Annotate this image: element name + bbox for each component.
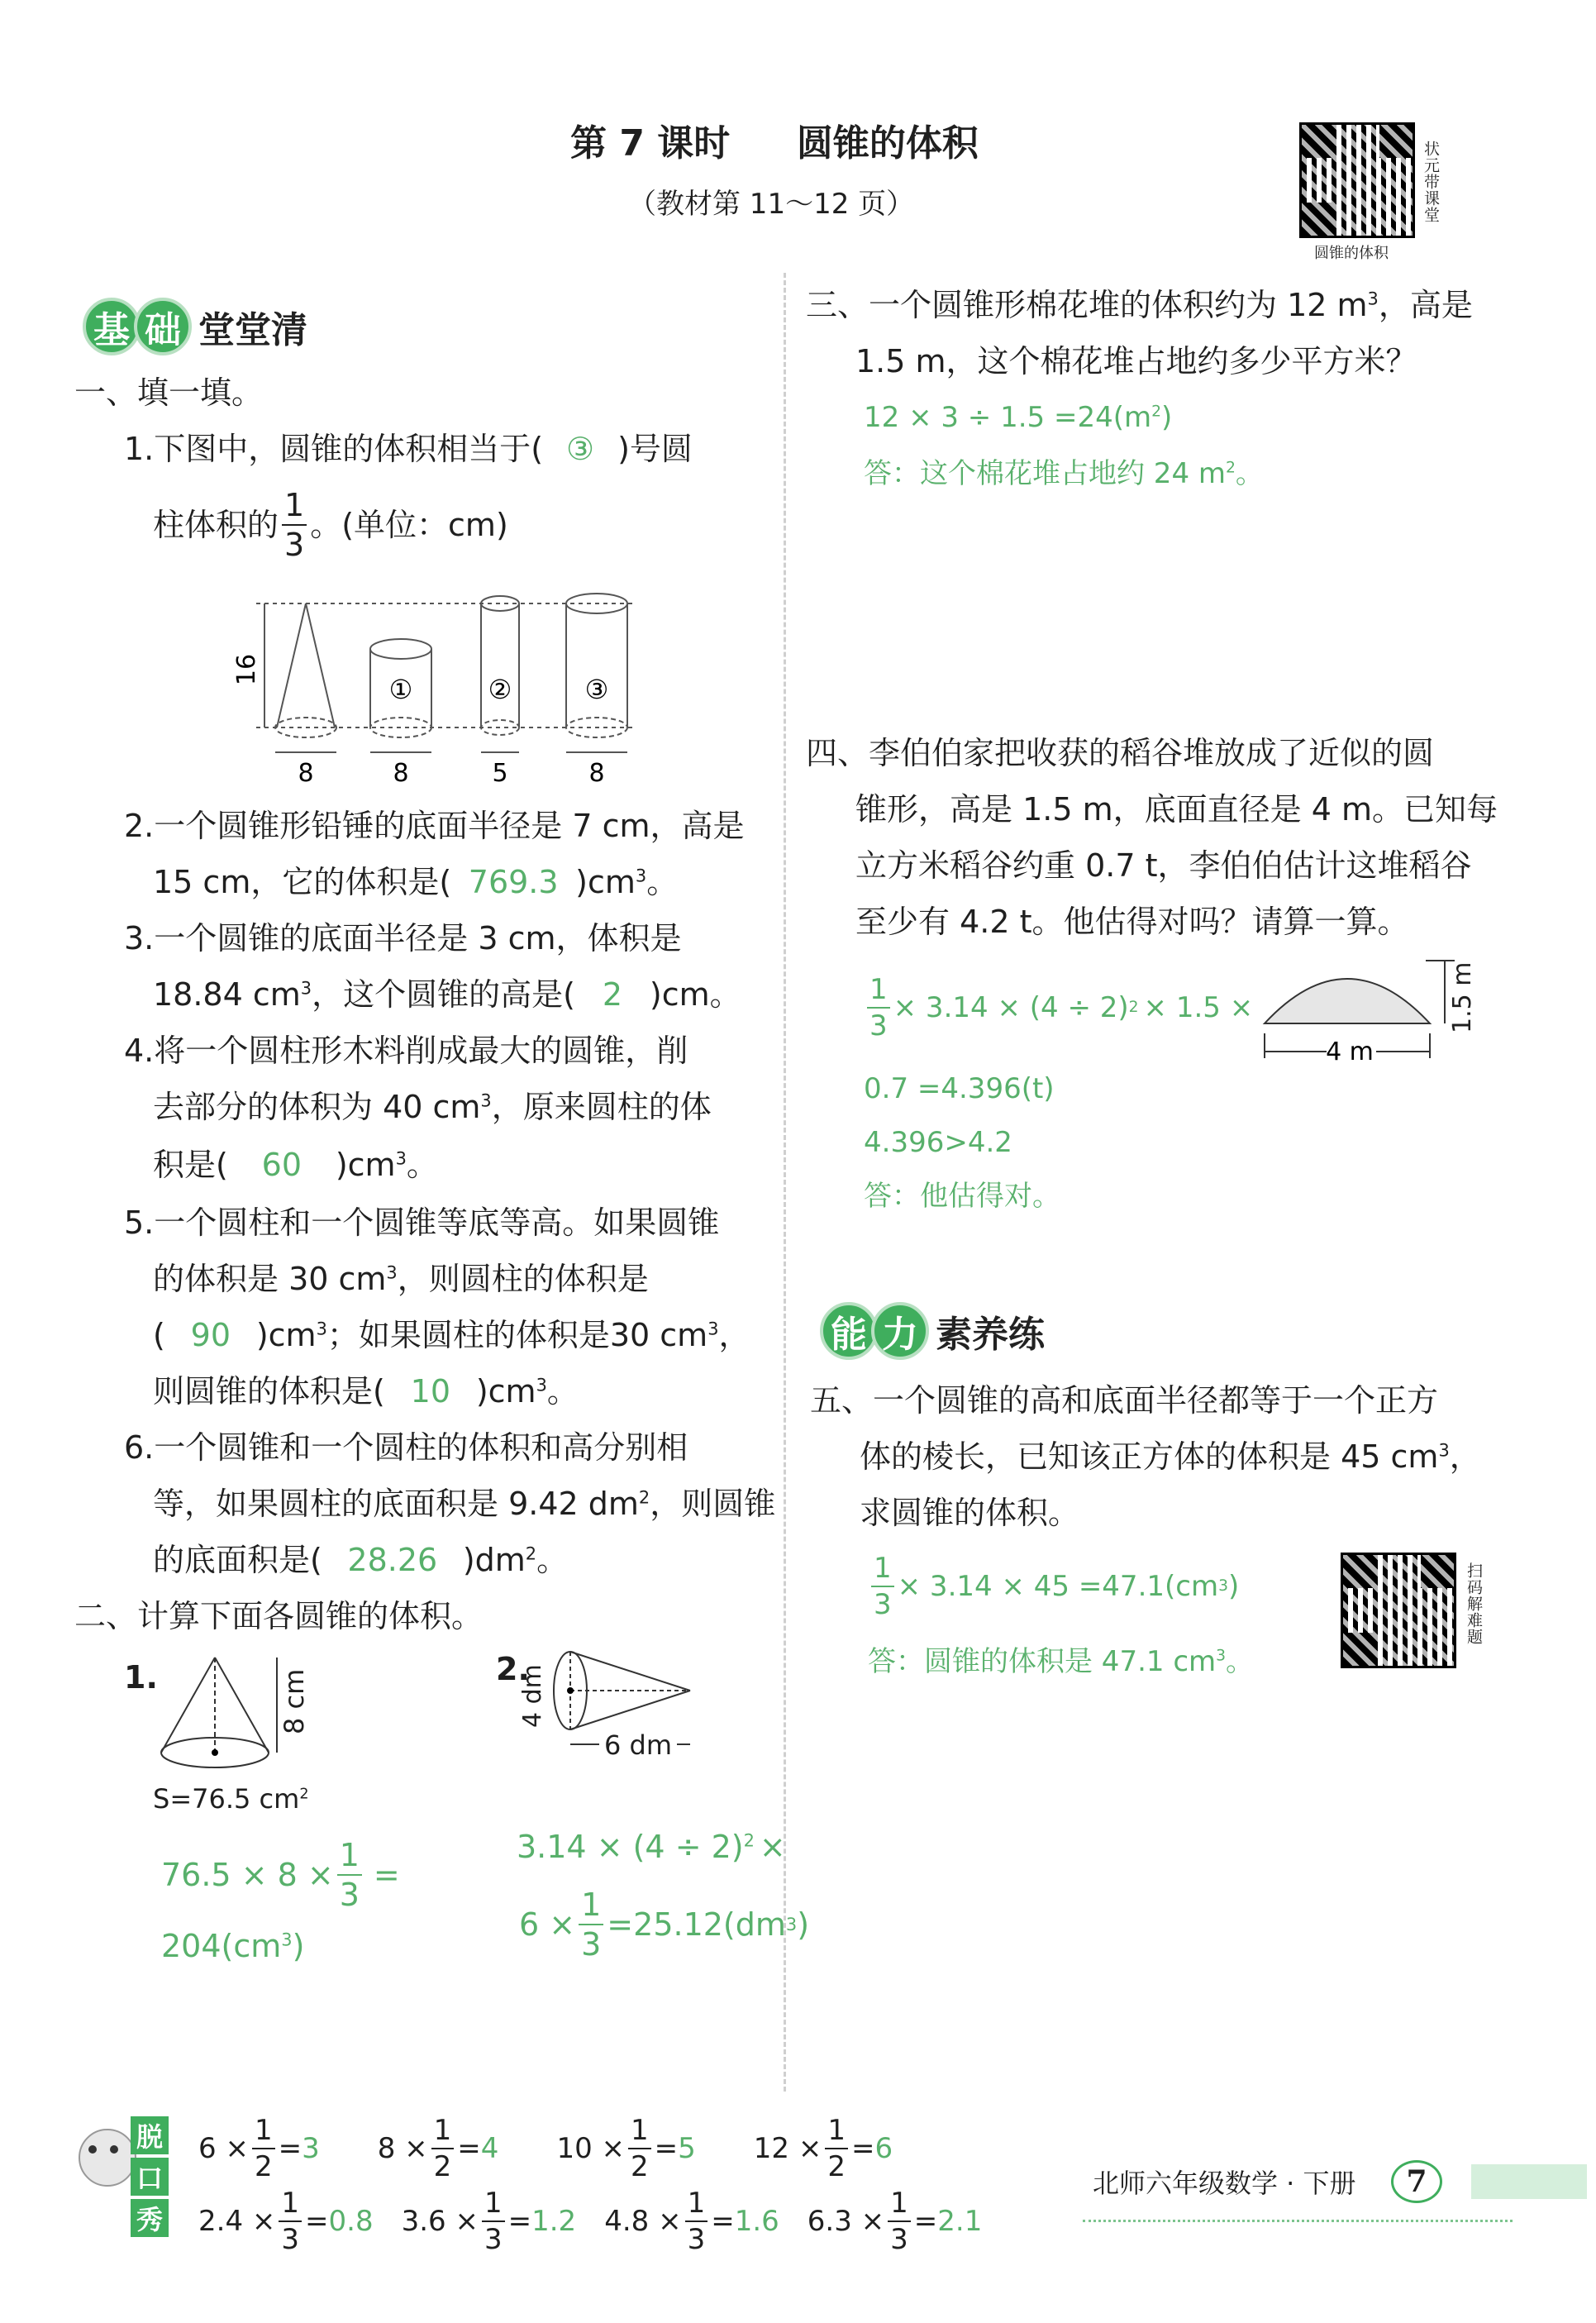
s5-line1: 五、一个圆锥的高和底面半径都等于一个正方 (810, 1382, 1439, 1419)
book-title: 北师六年级数学 · 下册 (1093, 2168, 1356, 2199)
fig-cyl-label-2: ② (488, 674, 512, 705)
grain-pile-figure (1256, 951, 1463, 1075)
column-divider (784, 273, 786, 2092)
q6-answer: 28.26 (347, 1542, 438, 1578)
q2-line1: 2.一个圆锥形铅锤的底面半径是 7 cm，高是 (124, 808, 745, 844)
q5-line2: 的体积是 30 $cm^3$，则圆柱的体积是 (153, 1261, 649, 1297)
q6-line3: 的底面积是( 28.26 )$dm^2$。 (153, 1542, 569, 1578)
oral-item: 8 × $\frac{1}{2}$ = 4 (377, 2114, 499, 2183)
fig-width-1: 8 (298, 759, 314, 788)
s4-line1: 四、李伯伯家把收获的稻谷堆放成了近似的圆 (806, 735, 1435, 771)
fig2-length-label: 6 dm (599, 1732, 677, 1758)
page-number: 7 (1391, 2160, 1442, 2203)
q3-line1: 3.一个圆锥的底面半径是 3 cm，体积是 (124, 920, 682, 956)
q1-line1: 1.下图中，圆锥的体积相当于( ③ )号圆 (124, 431, 693, 467)
fig2-diameter-label: 4 dm (518, 1664, 547, 1728)
qr-code-help[interactable] (1341, 1553, 1456, 1668)
fig-height-label: 16 (232, 653, 261, 686)
oral-row-1 (198, 2116, 893, 2181)
lesson-number: 第 7 课时 (570, 122, 731, 165)
q1-fraction: $\frac{1}{3}$ (282, 489, 307, 560)
q2-answer: 769.3 (468, 864, 559, 900)
q5-line1: 5.一个圆柱和一个圆锥等底等高。如果圆锥 (124, 1204, 720, 1241)
fig-cyl-label-1: ① (388, 674, 413, 705)
s2-answer-2-line2: 6 × $\frac{1}{3}$ =25.12(dm 3 ) (519, 1887, 810, 1963)
footer-accent-bar (1471, 2164, 1587, 2199)
s2-problem-2-label: 2. (496, 1651, 530, 1687)
section-badge-basic: 基 础 堂堂清 (83, 298, 307, 355)
q4-line3: 积是( 60 )$cm^3$。 (153, 1147, 438, 1183)
fig1-height-label: 8 cm (279, 1668, 310, 1734)
oral-item: 10 × $\frac{1}{2}$ = 5 (556, 2114, 696, 2183)
s5-line2: 体的棱长，已知该正方体的体积是 45 $cm^3$， (860, 1438, 1481, 1475)
s2-answer-2-line1: $3.14 \times (4 \div 2)^2$ × (517, 1829, 786, 1865)
qr-help-label: 扫码解难题 (1465, 1562, 1483, 1645)
s5-line3: 求圆锥的体积。 (860, 1495, 1080, 1531)
s4-line2: 锥形，高是 1.5 m，底面直径是 4 m。已知每 (855, 791, 1498, 828)
q1-line2: 柱体积的 $\frac{1}{3}$ 。(单位：cm) (153, 487, 508, 563)
s5-answer-2: 答：圆锥的体积是 47.1 $cm^3$。 (868, 1645, 1255, 1678)
oral-row-2 (198, 2189, 982, 2254)
qr-caption: 圆锥的体积 (1314, 245, 1389, 262)
fig-width-4: 8 (588, 759, 605, 788)
qr-code-lesson[interactable] (1299, 122, 1415, 238)
oral-item: 3.6 × $\frac{1}{3}$ = 1.2 (401, 2187, 577, 2256)
oral-practice-tag: 脱 口 秀 (131, 2116, 169, 2237)
oral-item: 12 × $\frac{1}{2}$ = 6 (753, 2114, 893, 2183)
s4-answer-3: 4.396>4.2 (864, 1126, 1012, 1159)
s5-answer-1: $\frac{1}{3}$ × 3.14 × 45 =47.1(cm 3 ) (868, 1554, 1239, 1619)
fig-cyl-label-3: ③ (584, 674, 609, 705)
s2-answer-1-line1: 76.5 × 8 × $\frac{1}{3}$ = (161, 1837, 400, 1913)
section-1-title: 一、填一填。 (74, 374, 264, 411)
s3-answer-1: $12 \times 3 \div 1.5 =24(m^2)$ (864, 401, 1173, 434)
cone-figure-1 (153, 1649, 343, 1782)
oral-item: 4.8 × $\frac{1}{3}$ = 1.6 (604, 2187, 779, 2256)
q5-answer-1: 90 (190, 1317, 231, 1353)
s3-line1: 三、一个圆锥形棉花堆的体积约为 12 $m^3$，高是 (806, 287, 1473, 323)
q5-answer-2: 10 (410, 1373, 450, 1410)
cone-cylinder-figure (232, 583, 636, 798)
oral-item: 6.3 × $\frac{1}{3}$ = 2.1 (807, 2187, 983, 2256)
section-badge-ability: 能 力 素养练 (820, 1302, 1045, 1360)
footer-dotted-rule (1083, 2220, 1513, 2222)
textbook-pages: （教材第 11～12 页） (628, 188, 915, 221)
fig-width-2: 8 (393, 759, 409, 788)
q3-line2: 18.84 $cm^3$，这个圆锥的高是( 2 )cm。 (153, 976, 741, 1013)
qr-side-label: 状元带课堂 (1422, 141, 1440, 223)
q4-answer: 60 (261, 1147, 302, 1183)
fig1-base-area: S=76.5 $cm^2$ (153, 1783, 309, 1815)
q1-answer: ③ (566, 431, 595, 467)
s2-answer-1-line2: $204(cm^3)$ (161, 1928, 305, 1964)
q5-line3: ( 90 )$cm^3$；如果圆柱的体积是30 $cm^3$， (153, 1317, 750, 1353)
q4-line1: 4.将一个圆柱形木料削成最大的圆锥，削 (124, 1033, 688, 1069)
oral-item: 2.4 × $\frac{1}{3}$ = 0.8 (198, 2187, 374, 2256)
s4-answer-2: 0.7 =4.396(t) (864, 1072, 1055, 1105)
oral-item: 6 × $\frac{1}{2}$ = 3 (198, 2114, 320, 2183)
q2-line2: 15 cm，它的体积是( 769.3 )$cm^3$。 (153, 864, 679, 900)
s2-problem-1-label: 1. (124, 1659, 158, 1696)
q6-line1: 6.一个圆锥和一个圆柱的体积和高分别相 (124, 1429, 688, 1466)
q6-line2: 等，如果圆柱的底面积是 9.42 $dm^2$，则圆锥 (153, 1486, 776, 1522)
q5-line4: 则圆锥的体积是( 10 )$cm^3$。 (153, 1373, 579, 1410)
q4-line2: 去部分的体积为 40 $cm^3$，原来圆柱的体 (153, 1089, 712, 1125)
s4-line4: 至少有 4.2 t。他估得对吗？请算一算。 (855, 904, 1409, 940)
fig-width-3: 5 (492, 759, 508, 788)
s4-answer-1: $\frac{1}{3}$ × 3.14 × (4 ÷ 2) 2 × 1.5 × (864, 975, 1253, 1040)
grain-pile-width: 4 m (1326, 1037, 1374, 1066)
s4-answer-4: 答：他估得对。 (864, 1180, 1060, 1213)
s3-line2: 1.5 m，这个棉花堆占地约多少平方米？ (855, 343, 1417, 379)
page-title (570, 122, 979, 165)
section-2-title: 二、计算下面各圆锥的体积。 (74, 1598, 484, 1634)
grain-pile-height: 1.5 m (1448, 961, 1477, 1033)
lesson-topic: 圆锥的体积 (796, 122, 979, 165)
q3-answer: 2 (602, 976, 622, 1013)
s3-answer-2: 答：这个棉花堆占地约 24 $m^2$。 (864, 457, 1264, 490)
s4-line3: 立方米稻谷约重 0.7 t，李伯伯估计这堆稻谷 (855, 847, 1472, 884)
